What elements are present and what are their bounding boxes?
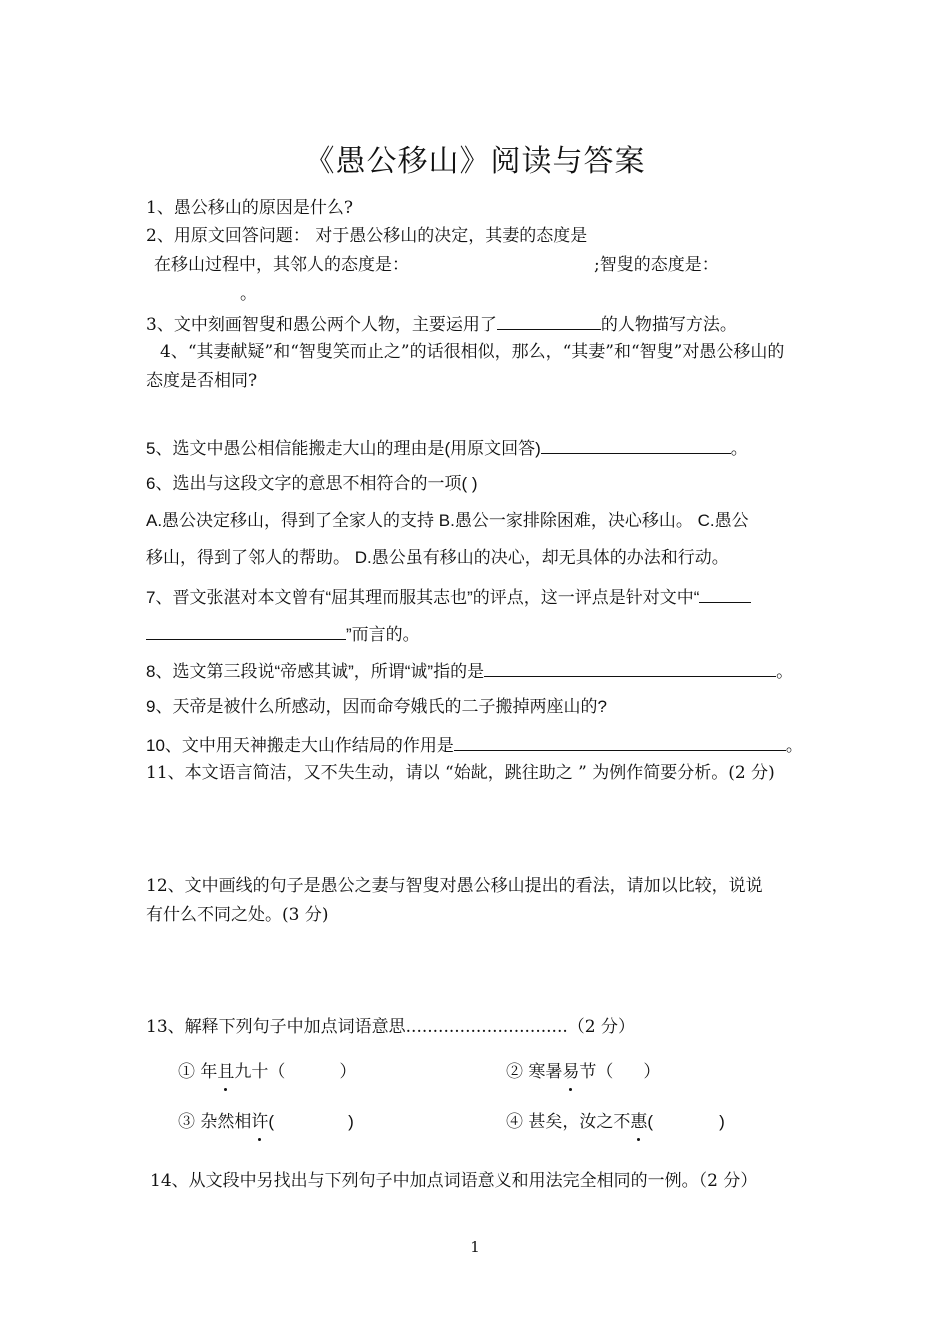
item-close: ) (719, 1112, 725, 1131)
item-number: ④ (506, 1112, 523, 1132)
question-7-text: 7、晋文张湛对本文曾有“屈其理而服其志也”的评点，这一评点是针对文中“ (146, 588, 700, 607)
item-text: 寒暑 (528, 1062, 563, 1082)
answer-blank[interactable] (699, 584, 751, 603)
dotted-word: 易 (562, 1062, 580, 1082)
answer-blank[interactable] (541, 435, 731, 454)
item-close: ) (348, 1112, 354, 1131)
question-4-line-2: 态度是否相同? (146, 371, 258, 391)
question-14: 14、从文段中另找出与下列句子中加点词语意义和用法完全相同的一例。（2 分） (150, 1171, 758, 1191)
q13-item-3 (178, 1110, 354, 1134)
question-6-stem: 6、选出与这段文字的意思不相符合的一项( ) (146, 474, 478, 493)
question-12-line-1: 12、文中画线的句子是愚公之妻与智叟对愚公移山提出的看法，请加以比较，说说 (146, 876, 763, 896)
q13-item-4 (506, 1110, 725, 1134)
question-4-line-1: 4、“其妻献疑”和“智叟笑而止之”的话很相似，那么，“其妻”和“智叟”对愚公移山的 (160, 342, 785, 362)
answer-blank[interactable] (497, 311, 601, 330)
item-text: ( (268, 1112, 275, 1131)
question-6-options-line-2: 移山，得到了邻人的帮助。 D.愚公虽有移山的决心，却无具体的办法和行动。 (146, 548, 729, 567)
question-1: 1、愚公移山的原因是什么? (146, 198, 353, 218)
item-close: ） (643, 1062, 661, 1082)
answer-blank[interactable] (484, 658, 776, 677)
item-number: ③ (178, 1112, 195, 1132)
question-10 (146, 732, 803, 758)
item-number: ① (178, 1062, 195, 1082)
neighbor-attitude-label: 在移山过程中，其邻人的态度是： (154, 255, 409, 275)
question-12-line-2: 有什么不同之处。(3 分) (146, 905, 329, 925)
answer-blank[interactable] (454, 732, 786, 751)
item-number: ② (506, 1062, 523, 1082)
item-text: 甚矣，汝之不 (528, 1112, 631, 1132)
question-8-suffix: 。 (776, 662, 794, 681)
question-6-options-line-1: A.愚公决定移山，得到了全家人的支持 B.愚公一家排除困难，决心移山。 C.愚公 (146, 511, 749, 530)
item-text: 九十（ (234, 1062, 286, 1082)
question-3-text: 3、文中刻画智叟和愚公两个人物，主要运用了 (146, 315, 497, 335)
question-2-line-2 (154, 253, 794, 277)
question-7-suffix: ”而言的。 (346, 625, 420, 644)
dotted-word: 且 (217, 1062, 235, 1082)
q13-item-1 (178, 1060, 356, 1084)
question-8-text: 8、选文第三段说“帝感其诚”，所谓“诚”指的是 (146, 662, 485, 681)
item-text: 杂然相 (200, 1112, 252, 1132)
dotted-word: 惠 (630, 1112, 648, 1132)
question-10-suffix: 。 (785, 736, 803, 755)
question-8 (146, 658, 793, 684)
answer-blank[interactable] (146, 621, 346, 640)
q13-item-2 (506, 1060, 660, 1084)
question-2-line-1: 2、用原文回答问题： 对于愚公移山的决定，其妻的态度是 (146, 226, 588, 246)
page-number: 1 (470, 1238, 480, 1256)
question-3 (146, 311, 737, 337)
question-11: 11、本文语言简洁，又不失生动，请以 “始龀，跳往助之 ” 为例作简要分析。(2 分) (146, 763, 775, 783)
question-3-suffix: 的人物描写方法。 (600, 315, 737, 335)
item-text: 节（ (579, 1062, 614, 1082)
question-2-line-3: 。 (240, 284, 257, 304)
question-13-stem: 13、解释下列句子中加点词语意思..............................（2 分） (146, 1017, 635, 1037)
question-5-text: 5、选文中愚公相信能搬走大山的理由是(用原文回答) (146, 439, 541, 458)
question-5-suffix: 。 (730, 439, 748, 458)
question-10-text: 10、文中用天神搬走大山作结局的作用是 (146, 736, 454, 755)
question-9: 9、天帝是被什么所感动，因而命夸娥氏的二子搬掉两座山的? (146, 697, 607, 716)
item-close: ） (339, 1062, 357, 1082)
page-title: 《愚公移山》阅读与答案 (304, 144, 646, 179)
item-text: ( (647, 1112, 654, 1131)
zhisou-attitude-label: ;智叟的态度是： (594, 255, 719, 275)
question-5 (146, 435, 748, 461)
dotted-word: 许 (251, 1112, 269, 1132)
question-7-line-1 (146, 584, 751, 610)
item-text: 年 (200, 1062, 218, 1082)
question-7-line-2 (146, 621, 420, 647)
